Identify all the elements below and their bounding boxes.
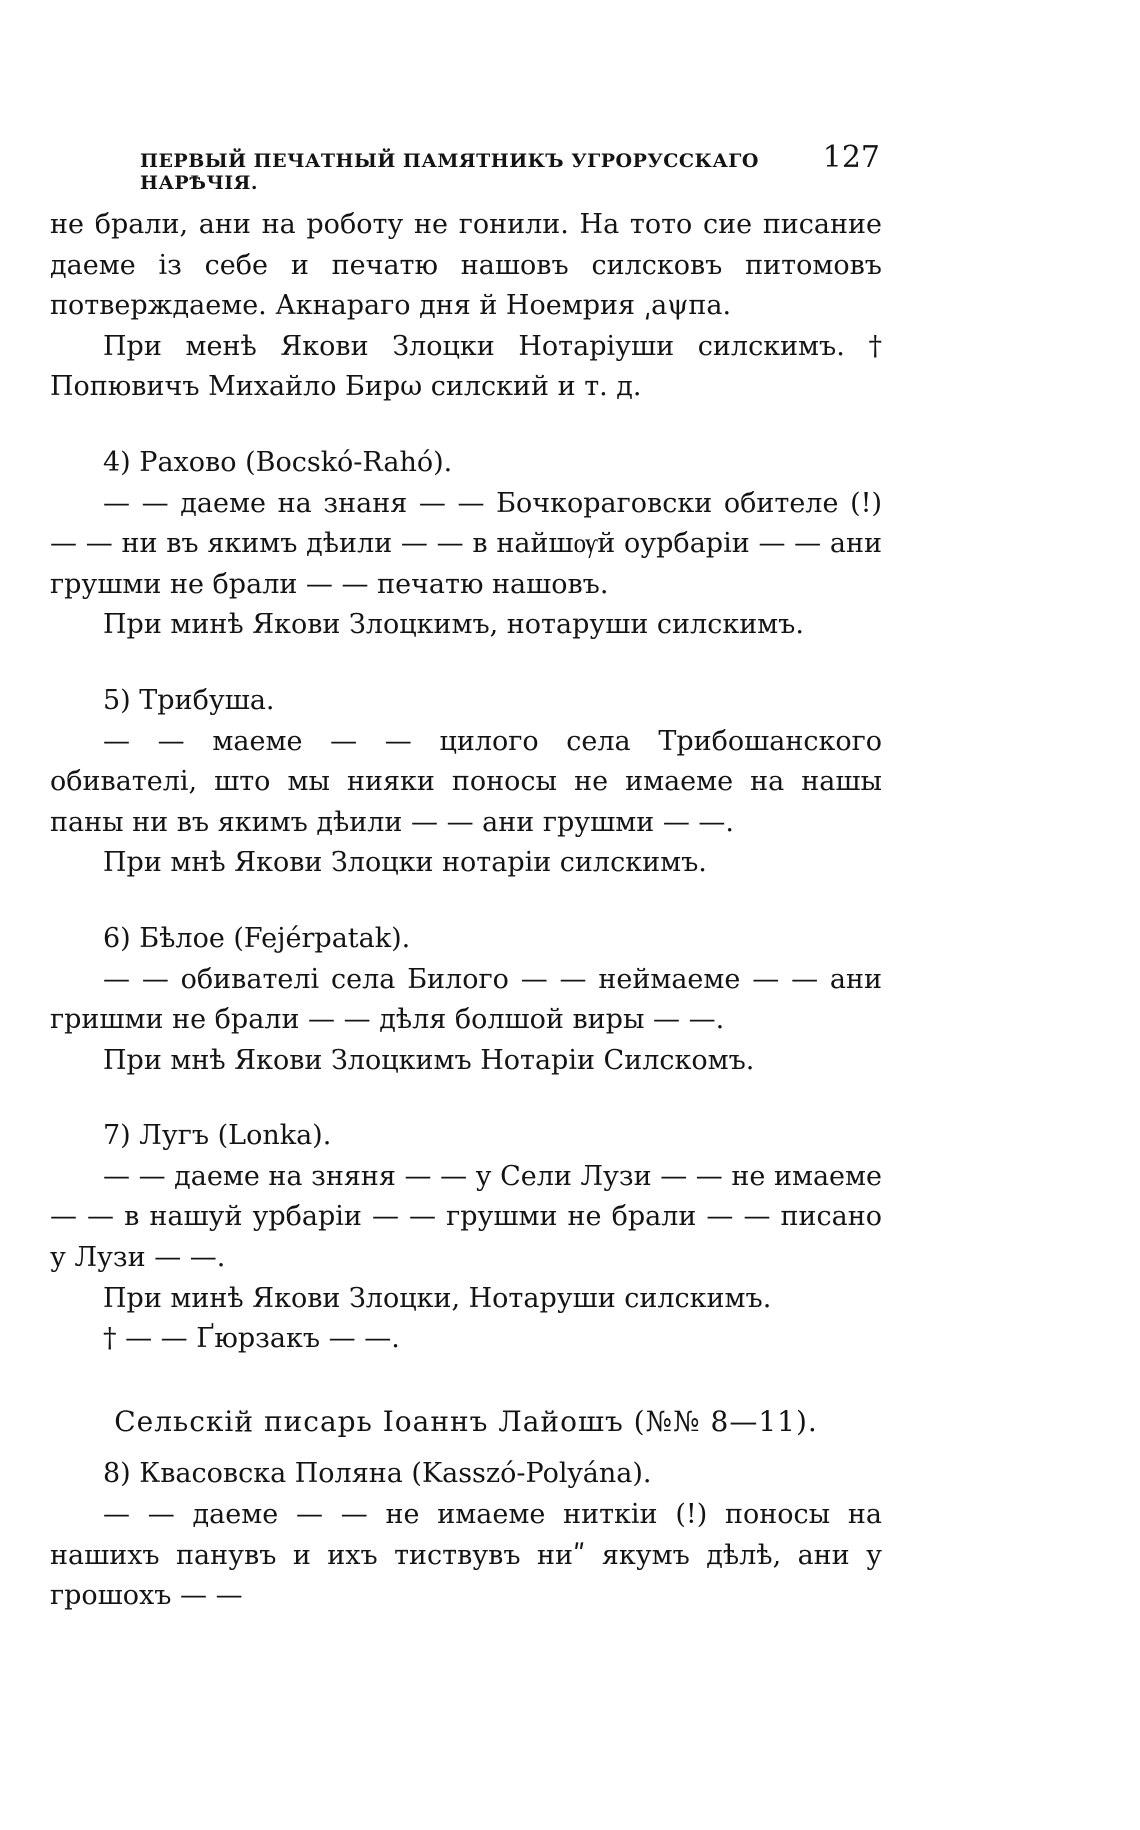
paragraph: — — даеме — — не имаеме ниткіи (!) поносы на нашихъ панувъ и ихъ тиствувъ ниʺ якумъ дѣлѣ, ани у грошохъ — — [50, 1499, 882, 1612]
entry-heading: 8) Квасовска Поляна (Kasszó-Polyána). [103, 1458, 652, 1490]
running-title: ПЕРВЫЙ ПЕЧАТНЫЙ ПАМЯТНИКЪ УГРОРУССКАГО НАРѢЧІЯ. [140, 150, 759, 194]
paragraph: При менѣ Якови Злоцки Нотаріуши силскимъ. † Попювичъ Михайло Бирω силский и т. д. [50, 330, 882, 403]
section-heading: Сельскій писарь Іоаннъ Лайошъ (№№ 8—11). [114, 1404, 818, 1438]
entry-heading: 4) Рахово (Bocskó-Rahó). [103, 446, 453, 478]
paragraph: † — — Ґюрзакъ — —. [103, 1323, 400, 1355]
paragraph: При мнѣ Якови Злоцкимъ Нотаріи Силскомъ. [103, 1044, 755, 1076]
paragraph: — — даеме на знаня — — Бочкораговски обителе (!) — — ни въ якимъ дѣили — — в найшѹй оурбаріи — — ани грушми не брали — — печатю нашовъ. [50, 487, 882, 600]
running-header [140, 140, 880, 194]
body-text [50, 205, 882, 1617]
paragraph: не брали, ани на роботу не гонили. На тото сие писание даеме із себе и печатю нашовъ силсковъ питомовъ потверждаеме. Акнараго дня й Ноемрия ͵аψпа. [50, 209, 882, 322]
paragraph: При минѣ Якови Злоцкимъ, нотаруши силскимъ. [103, 609, 804, 641]
paragraph: При минѣ Якови Злоцки, Нотаруши силскимъ. [103, 1282, 772, 1314]
paragraph: — — даеме на зняня — — у Сели Лузи — — не имаеме — — в нашуй урбаріи — — грушми не брали — — писано у Лузи — —. [50, 1160, 882, 1274]
entry-heading: 7) Лугъ (Lonka). [103, 1120, 332, 1152]
entry-heading: 6) Бѣлое (Fejérpatak). [103, 922, 411, 954]
entry-heading: 5) Трибуша. [103, 684, 275, 716]
page-number: 127 [822, 140, 880, 175]
paragraph: — — обивателі села Билого — — неймаеме — — ани гришми не брали — — дѣля болшой виры — —. [50, 963, 882, 1036]
paragraph: — — маеме — — цилого села Трибошанского обивателі, што мы нияки поносы не имаеме на нашы паны ни въ якимъ дѣили — — ани грушми — —. [50, 725, 882, 838]
paragraph: При мнѣ Якови Злоцки нотаріи силскимъ. [103, 847, 707, 879]
